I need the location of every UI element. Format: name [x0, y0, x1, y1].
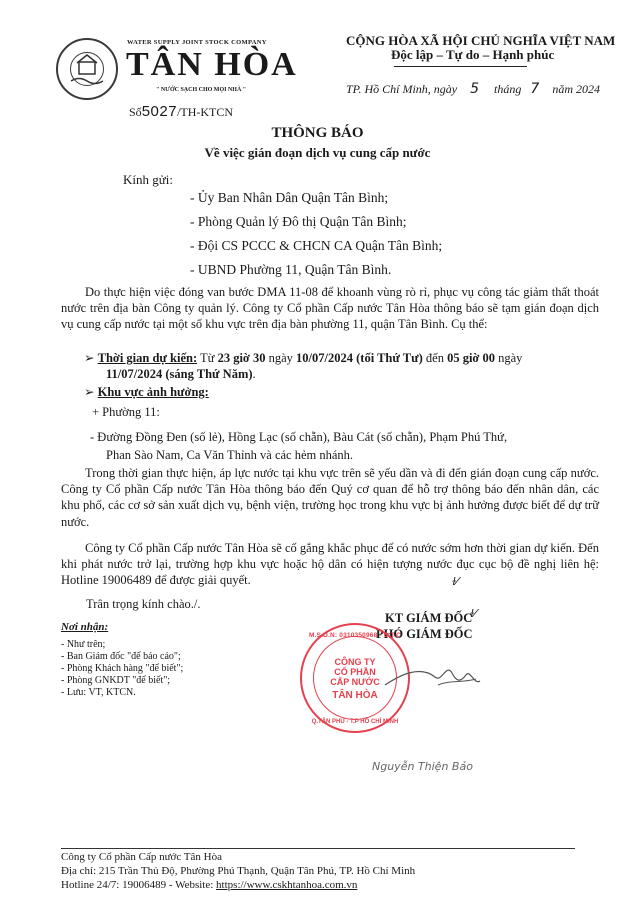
arrow-bullet-icon: ➢ — [84, 385, 95, 399]
initial-mark: ɫ⁄ — [470, 607, 477, 620]
seal-tax-code: M.S.D.N: 0310350968 - C.T.C — [308, 632, 402, 639]
recipients-footer-item: - Như trên; — [61, 639, 106, 650]
document-subtitle: Về việc gián đoạn dịch vụ cung cấp nước — [204, 145, 431, 160]
arrow-bullet-icon: ➢ — [84, 351, 95, 365]
doc-prefix: Số — [129, 105, 142, 119]
paragraph-2 — [61, 465, 599, 530]
company-english-name: WATER SUPPLY JOINT STOCK COMPANY — [127, 39, 267, 46]
paragraph-3 — [61, 540, 599, 589]
seal-line-1: CÔNG TY — [334, 657, 376, 667]
website-link[interactable]: https://www.cskhtanhoa.com.vn — [216, 879, 358, 891]
seal-line-4: TÂN HÒA — [332, 690, 378, 701]
signature-scribble — [380, 655, 490, 700]
date-month: 7 — [530, 81, 540, 97]
footer-divider — [61, 848, 575, 849]
ward: + Phường 11: — [92, 405, 160, 419]
paragraph-2-text: Trong thời gian thực hiện, áp lực nước tại khu vực trên sẽ yếu dần và đi đến gián đoạn cung cấp nước. Công ty Cổ phần Cấp nước Tân Hòa thông báo đến Quý cơ quan để hỗ trợ thông báo đến nhân dân, các khu phố, các cơ sở sản xuất dịch vụ, bệnh viện, trường học trong khu vực bị ảnh hưởng được biết để dự trữ nước. — [61, 466, 599, 529]
closing: Trân trọng kính chào./. — [86, 597, 201, 611]
time-text-1: Từ — [197, 351, 218, 365]
place-prefix: TP. Hồ Chí Minh, ngày — [346, 82, 458, 96]
recipient-4: - UBND Phường 11, Quận Tân Bình. — [190, 262, 392, 277]
slogan: " NƯỚC SẠCH CHO MỌI NHÀ " — [156, 87, 247, 93]
document-title: THÔNG BÁO — [271, 125, 364, 141]
recipients-footer-title: Nơi nhận: — [61, 621, 109, 633]
recipient-3: - Đội CS PCCC & CHCN CA Quận Tân Bình; — [190, 238, 443, 253]
month-label: tháng — [494, 82, 522, 96]
footer-company: Công ty Cổ phần Cấp nước Tân Hòa — [61, 851, 222, 863]
recipients-footer-item: - Phòng Khách hàng "để biết"; — [61, 663, 184, 674]
recipients-footer-item: - Lưu: VT, KTCN. — [61, 687, 136, 698]
time-text-5: . — [252, 367, 256, 381]
signature-title-1: KT GIÁM ĐỐC — [385, 611, 473, 625]
initial-mark: ɫ⁄ — [452, 575, 459, 588]
streets-line-1: - Đường Đồng Đen (số lẻ), Hồng Lạc (số chẵn), Bàu Cát (số chẵn), Phạm Phú Thứ, — [90, 430, 508, 444]
signature-title-2: PHÓ GIÁM ĐỐC — [376, 627, 473, 641]
time-start-date: 10/07/2024 (tối Thứ Tư) — [296, 351, 423, 365]
footer-address: Địa chỉ: 215 Trần Thủ Độ, Phường Phú Thạnh, Quận Tân Phú, TP. Hồ Chí Minh — [61, 865, 416, 877]
signer-name: Nguyễn Thiện Bảo — [372, 760, 473, 773]
doc-number-value: 5027 — [141, 103, 178, 120]
time-section — [84, 350, 604, 366]
time-end-date-line — [106, 367, 256, 382]
paragraph-3-text: Công ty Cổ phần Cấp nước Tân Hòa sẽ cố gắng khắc phục để có nước sớm hơn thời gian dự kiến. Đến khi phát nước trở lại, trường hợp khu vực hoặc hộ dân có hiện tượng nước đục cục bộ đề nghị liên hệ: Hotline 19006489 để được giải quyết. — [61, 541, 599, 588]
area-label: Khu vực ảnh hưởng: — [97, 385, 209, 399]
greeting: Kính gửi: — [123, 172, 174, 187]
area-section — [84, 384, 209, 400]
recipient-2: - Phòng Quản lý Đô thị Quận Tân Bình; — [190, 214, 407, 229]
recipients-footer-item: - Ban Giám đốc "để báo cáo"; — [61, 651, 181, 662]
date-day: 5 — [470, 81, 480, 97]
time-end: 05 giờ 00 — [447, 351, 495, 365]
recipients-footer-item: - Phòng GNKDT "để biết"; — [61, 675, 171, 686]
brand-name: TÂN HÒA — [126, 46, 298, 83]
time-start: 23 giờ 30 — [217, 351, 266, 365]
national-motto: Độc lập – Tự do – Hạnh phúc — [391, 47, 555, 62]
national-title: CỘNG HÒA XÃ HỘI CHỦ NGHĨA VIỆT NAM — [346, 33, 616, 48]
intro-text: Do thực hiện việc đóng van bước DMA 11-08 để khoanh vùng rò rỉ, phục vụ công tác giảm thất thoát nước trên địa bàn Công ty quản lý. Công ty Cổ phần Cấp nước Tân Hòa thông báo sẽ tạm gián đoạn dịch vụ cung cấp nước tại một số khu vực trên địa bàn phường 11, quận Tân Bình. Cụ thể: — [61, 285, 599, 332]
company-logo — [56, 38, 118, 100]
time-end-date: 11/07/2024 (sáng Thứ Năm) — [106, 367, 253, 381]
streets-line-2: Phan Sào Nam, Ca Văn Thỉnh và các hẻm nhánh. — [106, 448, 354, 462]
motto-underline — [394, 66, 527, 67]
doc-suffix: /TH-KTCN — [177, 105, 234, 119]
time-text-4: ngày — [494, 351, 523, 365]
logo-emblem-icon — [58, 40, 116, 98]
seal-line-2: CỔ PHẦN — [334, 667, 376, 677]
recipient-1: - Ủy Ban Nhân Dân Quận Tân Bình; — [190, 190, 389, 205]
footer-hotline — [61, 879, 357, 891]
document-number — [129, 103, 233, 120]
place-date — [346, 81, 600, 97]
time-text-2: ngày — [265, 351, 297, 365]
seal-line-3: CẤP NƯỚC — [330, 677, 380, 687]
seal-bottom: Q.TÂN PHÚ - T.P HỒ CHÍ MINH — [311, 719, 399, 725]
time-label: Thời gian dự kiến: — [97, 351, 198, 365]
footer-hotline-text: Hotline 24/7: 19006489 - Website: — [61, 879, 217, 891]
time-text-3: đến — [422, 351, 448, 365]
year-label: năm 2024 — [552, 82, 600, 96]
intro-paragraph — [61, 284, 599, 333]
